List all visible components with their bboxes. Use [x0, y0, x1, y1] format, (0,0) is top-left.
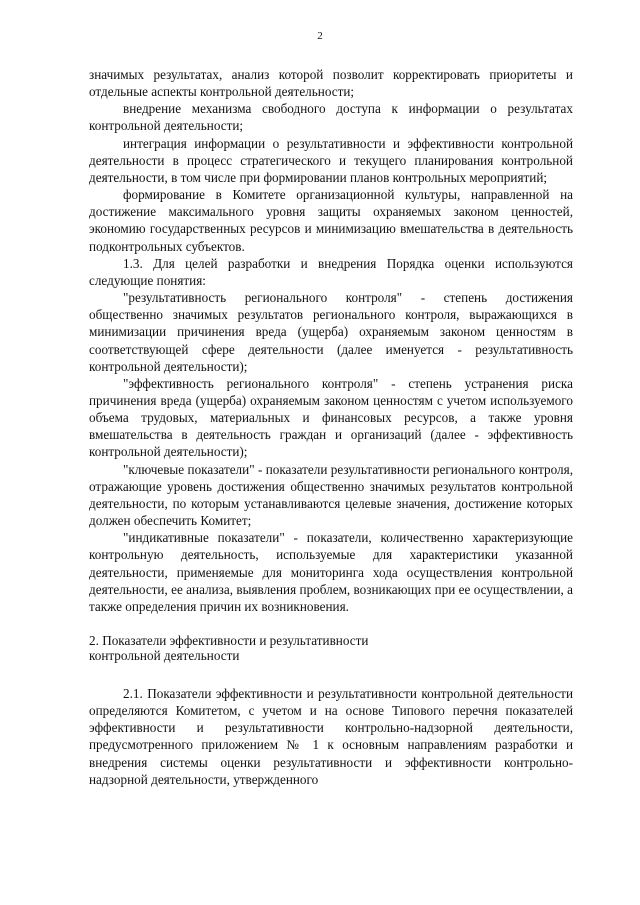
definition-indicative-indicators: "индикативные показатели" - показатели, количественно характеризующие контрольную деятельность, используемые для характеристики указанной деятельности, применяемые для мониторинга хода осуществления контрольной деятельности, ее анализа, выявления проблем, возникающих при ее осуществлении, а также определения причин их возникновения. — [89, 530, 573, 614]
section-heading-line1: 2. Показатели эффективности и результативности — [89, 633, 369, 648]
paragraph-integration: интеграция информации о результативности и эффективности контрольной деятельности в процесс стратегического и текущего планирования контрольной деятельности, в том числе при формировании планов контрольных мероприятий; — [89, 135, 573, 185]
paragraph-free-access: внедрение механизма свободного доступа к информации о результатах контрольной деятельности; — [89, 101, 573, 134]
page-number: 2 — [317, 30, 323, 42]
definition-efficiency: "эффективность регионального контроля" - степень устранения риска причинения вреда (ущерба) охраняемым законом ценностям с учетом используемого объема трудовых, материальных и финансовых ресурсов, а также уровня вмешательства в деятельность граждан и организаций (далее - эффективность контрольной деятельности); — [89, 375, 573, 460]
definition-resultativeness: "результативность регионального контроля" - степень достижения общественно значимых результатов регионального контроля, выражающихся в минимизации причинения вреда (ущерба) охраняемым законом ценностям в соответствующей сфере деятельности (далее именуется - результативность контрольной деятельности); — [89, 290, 573, 374]
paragraph-2-1: 2.1. Показатели эффективности и результативности контрольной деятельности определяются Комитетом, с учетом и на основе Типового перечня показателей эффективности и результативности контрольно-надзорной деятельности, предусмотренного приложением № 1 к основным направлениям разработки и внедрения системы оценки результативности и эффективности контрольно-надзорной деятельности, утвержденного — [89, 686, 573, 787]
definition-key-indicators: "ключевые показатели" - показатели результативности регионального контроля, отражающие уровень достижения общественно значимых результатов контрольной деятельности, по которым устанавливаются целевые значения, достижение которых должен обеспечить Комитет; — [89, 461, 573, 529]
page-body — [89, 66, 573, 788]
section-heading-line2: контрольной деятельности — [89, 648, 240, 663]
paragraph-organizational-culture: формирование в Комитете организационной культуры, направленной на достижение максимального уровня защиты охраняемых законом ценностей, экономию государственных ресурсов и минимизацию вмешательства в деятельность подконтрольных субъектов. — [89, 187, 573, 254]
section-heading — [89, 633, 573, 663]
paragraph-continuation: значимых результатах, анализ которой позволит корректировать приоритеты и отдельные аспекты контрольной деятельности; — [89, 67, 573, 100]
paragraph-1-3: 1.3. Для целей разработки и внедрения Порядка оценки используются следующие понятия: — [89, 255, 573, 288]
